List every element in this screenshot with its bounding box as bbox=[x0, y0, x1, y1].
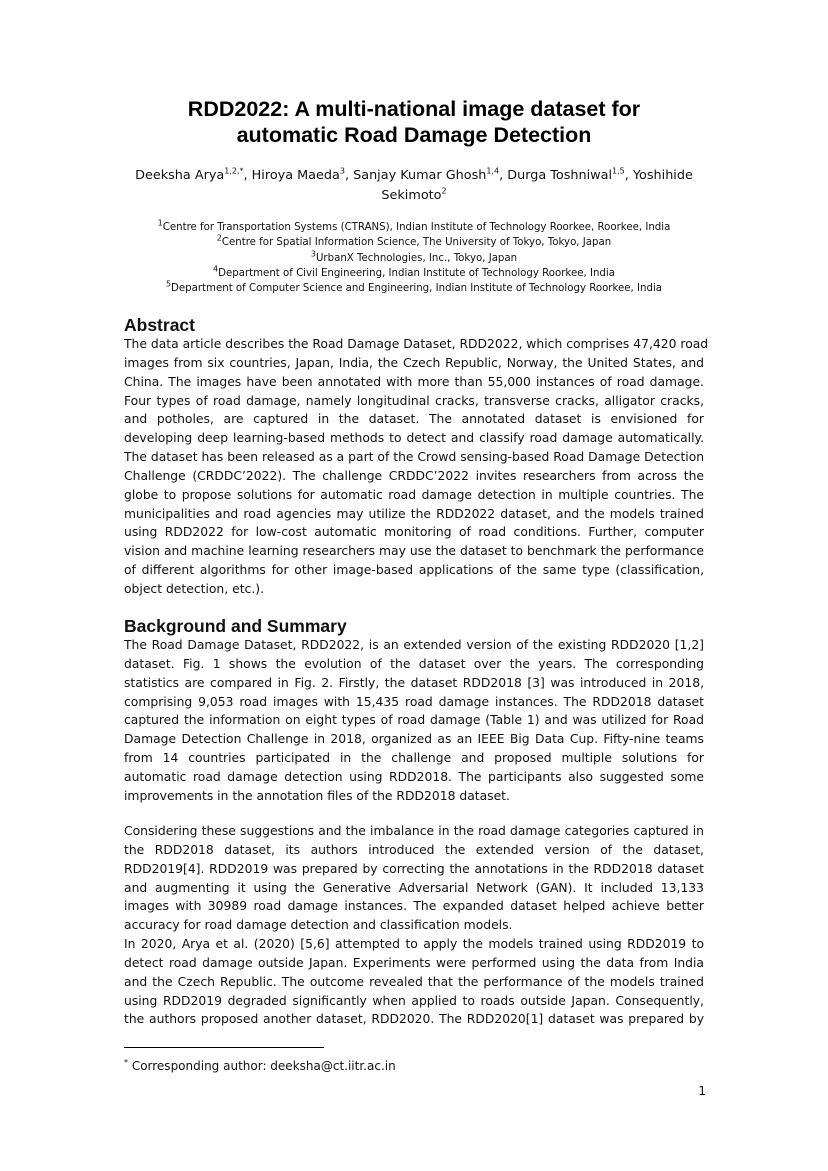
author: Durga Toshniwal$^{1,5}$, bbox=[507, 166, 633, 183]
paper-title bbox=[100, 96, 728, 148]
background-paragraph-1 bbox=[124, 636, 704, 806]
text-line: images from six countries, Japan, India, the Czech Republic, Norway, the United States, and bbox=[124, 355, 704, 370]
text-line: China. The images have been annotated with more than 55,000 instances of road damage. bbox=[124, 374, 704, 389]
affiliation: $^5$Department of Computer Science and Engineering, Indian Institute of Technology Roorkee, India bbox=[165, 279, 663, 295]
affiliation: $^3$UrbanX Technologies, Inc., Tokyo, Japan bbox=[310, 249, 518, 264]
text-line: globe to propose solutions for automatic road damage detection in multiple countries. The bbox=[124, 487, 704, 502]
footnote: * Corresponding author: deeksha@ct.iitr.ac.in bbox=[124, 1058, 396, 1073]
text-line: The dataset has been released as a part of the Crowd sensing-based Road Damage Detection bbox=[124, 450, 705, 465]
text-line: Challenge (CRDDC’2022). The challenge CRDDC’2022 invites researchers from across the bbox=[124, 468, 704, 483]
title-line-2: automatic Road Damage Detection bbox=[236, 123, 592, 147]
text-line: developing deep learning-based methods to detect and classify road damage automatically. bbox=[124, 431, 704, 446]
affiliation-list bbox=[100, 220, 728, 296]
background-paragraph-2 bbox=[124, 822, 704, 935]
text-line: Considering these suggestions and the imbalance in the road damage categories captured in bbox=[124, 824, 704, 838]
text-line: captured the information on eight types of road damage (Table 1) and was utilized for Road bbox=[124, 713, 704, 728]
text-line: vision and machine learning researchers may use the dataset to benchmark the performance bbox=[124, 544, 704, 559]
abstract-heading: Abstract bbox=[124, 315, 195, 335]
text-line: The data article describes the Road Damage Dataset, RDD2022, which comprises 47,420 road bbox=[124, 337, 709, 351]
text-line: comprising 9,053 road images with 15,435 road damage instances. The RDD2018 dataset bbox=[124, 694, 704, 709]
text-line: and augmenting it using the Generative Adversarial Network (GAN). It included 13,133 bbox=[124, 880, 704, 895]
affiliation: $^2$Centre for Spatial Information Science, The University of Tokyo, Tokyo, Japan bbox=[216, 233, 612, 249]
text-line: The Road Damage Dataset, RDD2022, is an extended version of the existing RDD2020 [1,2] bbox=[124, 638, 704, 652]
author: Hiroya Maeda$^3$, bbox=[251, 166, 354, 183]
text-line: automatic road damage detection using RDD2018. The participants also suggested some bbox=[124, 769, 704, 784]
text-line: the RDD2018 dataset, its authors introduced the extended version of the dataset, bbox=[124, 842, 704, 857]
background-paragraph-3 bbox=[124, 935, 704, 1029]
text-line: the authors proposed another dataset, RDD2020. The RDD2020[1] dataset was prepared by bbox=[124, 1012, 704, 1027]
text-line: statistics are compared in Fig. 2. Firstly, the dataset RDD2018 [3] was introduced in 2018, bbox=[124, 675, 704, 690]
text-line: municipalities and road agencies may utilize the RDD2022 dataset, and the models trained bbox=[124, 506, 704, 521]
text-line: Four types of road damage, namely longitudinal cracks, transverse cracks, alligator cracks, bbox=[124, 393, 704, 408]
text-line: dataset. Fig. 1 shows the evolution of the dataset over the years. The corresponding bbox=[124, 656, 704, 671]
text-line: using RDD2022 for low-cost automatic monitoring of road conditions. Further, computer bbox=[124, 525, 704, 540]
text-line: and the Czech Republic. The outcome revealed that the performance of the models trained bbox=[124, 974, 704, 989]
author: Deeksha Arya$^{1,2,*}$, bbox=[135, 166, 252, 183]
text-line: In 2020, Arya et al. (2020) [5,6] attempted to apply the models trained using RDD2019 to bbox=[124, 937, 704, 951]
title-line-1: RDD2022: A multi-national image dataset for bbox=[187, 97, 641, 121]
abstract-paragraph bbox=[124, 335, 709, 599]
affiliation: $^1$Centre for Transportation Systems (CTRANS), Indian Institute of Technology Roorkee, Roorkee, India bbox=[157, 218, 671, 233]
text-line: of different algorithms for other image-based applications of the same type (classification, bbox=[124, 563, 704, 578]
text-line: images with 30989 road damage instances. The expanded dataset helped achieve better bbox=[124, 899, 704, 914]
footnote-divider bbox=[124, 1047, 324, 1048]
author: Yoshihide Sekimoto$^2$ bbox=[381, 168, 693, 203]
text-line: detect road damage outside Japan. Experiments were performed using the data from India bbox=[124, 955, 704, 970]
page-number: 1 bbox=[698, 1084, 706, 1098]
text-line: accuracy for road damage detection and classification models. bbox=[124, 918, 513, 933]
text-line: Damage Detection Challenge in 2018, organized as an IEEE Big Data Cup. Fifty-nine teams bbox=[124, 732, 704, 747]
text-line: from 14 countries participated in the challenge and proposed multiple solutions for bbox=[124, 751, 704, 766]
background-heading: Background and Summary bbox=[124, 616, 347, 636]
text-line: using RDD2019 degraded significantly when applied to roads outside Japan. Consequently, bbox=[124, 993, 704, 1008]
text-line: and potholes, are captured in the dataset. The annotated dataset is envisioned for bbox=[124, 412, 704, 427]
text-line: improvements in the annotation files of the RDD2018 dataset. bbox=[124, 788, 510, 803]
affiliation: $^4$Department of Civil Engineering, Indian Institute of Technology Roorkee, India bbox=[213, 264, 615, 279]
author-list bbox=[120, 166, 708, 206]
author: Sanjay Kumar Ghosh$^{1,4}$, bbox=[353, 166, 508, 183]
text-line: object detection, etc.). bbox=[124, 581, 264, 596]
text-line: RDD2019[4]. RDD2019 was prepared by correcting the annotations in the RDD2018 dataset bbox=[124, 861, 704, 876]
